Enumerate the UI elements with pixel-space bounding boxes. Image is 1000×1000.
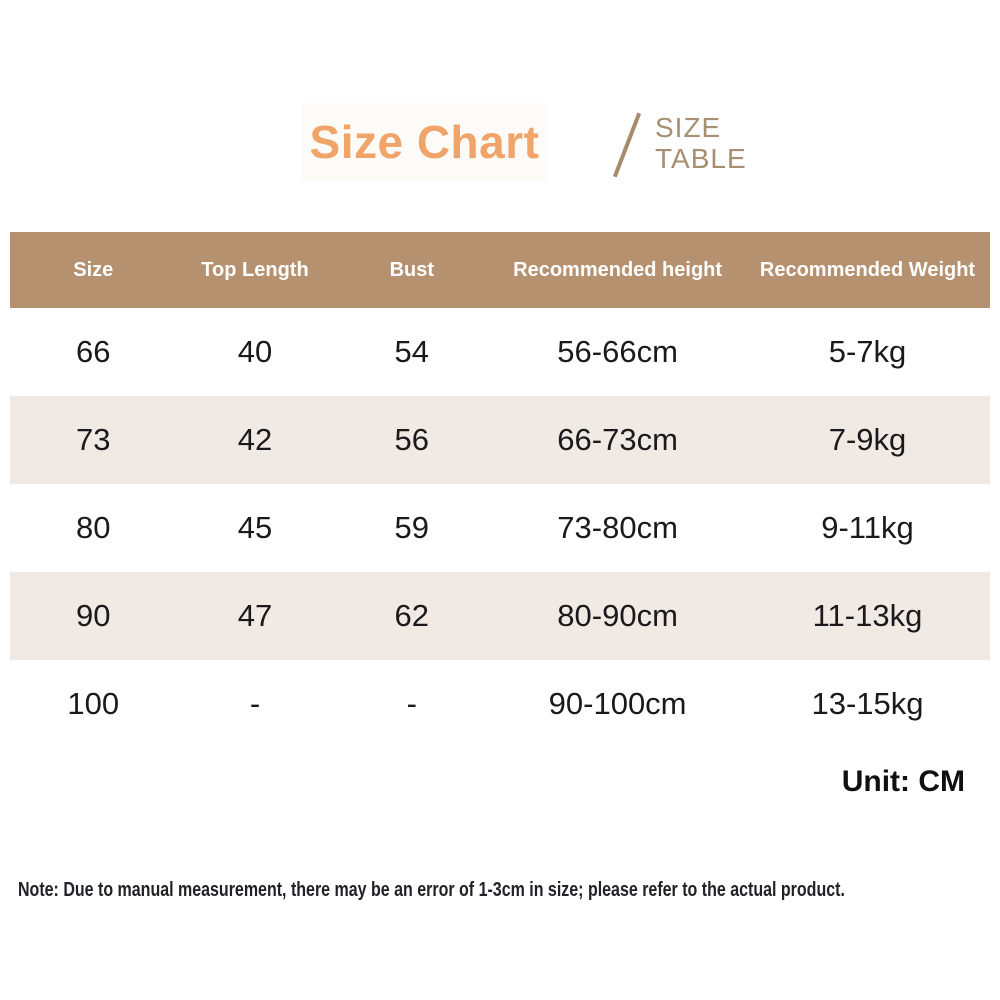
- cell-size: 73: [76, 422, 111, 457]
- cell-recommended-weight: 11-13kg: [812, 598, 923, 633]
- column-header-size: Size: [73, 258, 114, 281]
- column-header-recommended-height: Recommended height: [513, 258, 723, 281]
- cell-bust: 62: [394, 598, 430, 633]
- size-table: [10, 232, 990, 748]
- column-header-top-length: Top Length: [201, 258, 309, 281]
- divider-slash-icon: [613, 113, 641, 178]
- cell-recommended-weight: 7-9kg: [828, 422, 907, 457]
- cell-size: 90: [76, 598, 111, 633]
- cell-bust: -: [406, 686, 417, 721]
- table-row: [10, 396, 990, 484]
- cell-bust: 59: [394, 510, 430, 545]
- cell-top-length: 40: [237, 334, 273, 369]
- unit-label: Unit: CM: [841, 765, 965, 798]
- cell-bust: 54: [394, 334, 430, 369]
- cell-top-length: 47: [237, 598, 273, 633]
- table-row: [10, 572, 990, 660]
- cell-recommended-height: 73-80cm: [557, 510, 678, 545]
- cell-top-length: -: [249, 686, 261, 721]
- cell-recommended-weight: 9-11kg: [821, 510, 914, 545]
- subtitle-line1: SIZE: [655, 112, 722, 143]
- cell-top-length: 45: [237, 510, 273, 545]
- column-header-bust: Bust: [389, 258, 435, 281]
- cell-recommended-height: 56-66cm: [557, 334, 678, 369]
- page-title: Size Chart: [302, 103, 547, 181]
- cell-size: 100: [67, 686, 120, 721]
- subtitle-line2: TABLE: [655, 143, 747, 174]
- column-header-recommended-weight: Recommended Weight: [759, 258, 976, 281]
- note-text: Note: Due to manual measurement, there may be an error of 1-3cm in size; please refer to the actual product.: [18, 879, 845, 901]
- cell-recommended-weight: 13-15kg: [811, 686, 924, 721]
- cell-recommended-height: 80-90cm: [557, 598, 678, 633]
- table-row: [10, 660, 990, 748]
- page-subtitle: [655, 112, 747, 174]
- cell-bust: 56: [394, 422, 430, 457]
- cell-size: 66: [76, 334, 111, 369]
- size-table-header-row: [10, 232, 990, 308]
- cell-top-length: 42: [237, 422, 273, 457]
- cell-size: 80: [76, 510, 111, 545]
- cell-recommended-weight: 5-7kg: [828, 334, 907, 369]
- table-row: [10, 308, 990, 396]
- cell-recommended-height: 90-100cm: [548, 686, 687, 721]
- cell-recommended-height: 66-73cm: [557, 422, 678, 457]
- table-row: [10, 484, 990, 572]
